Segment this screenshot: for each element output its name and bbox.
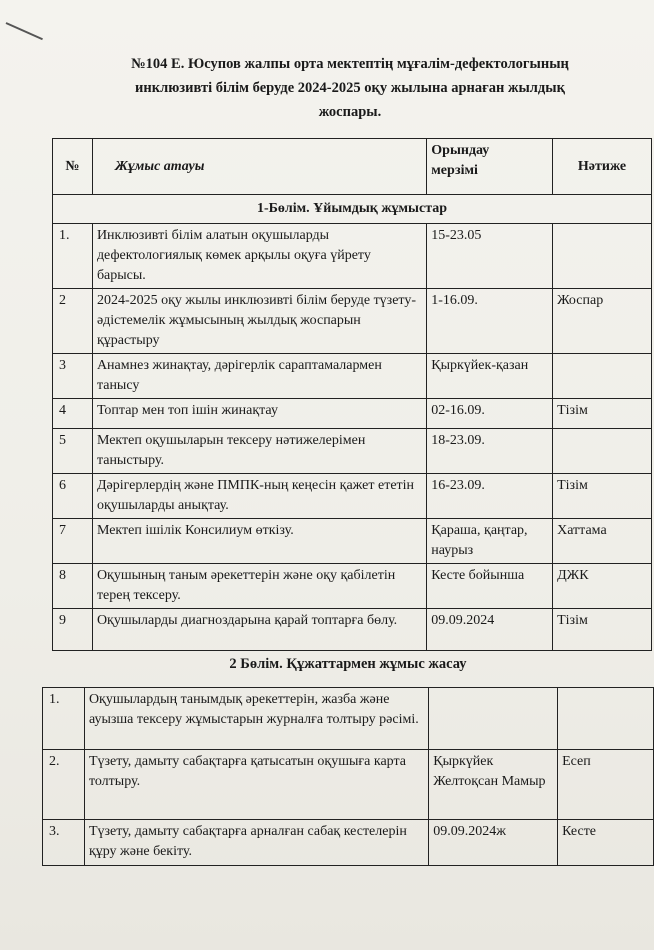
plan-table-section-1 <box>52 138 652 651</box>
table-row <box>53 429 652 474</box>
table-row <box>43 820 654 866</box>
row-num: 2. <box>43 750 85 820</box>
table-row <box>53 519 652 564</box>
table-header-row <box>53 139 652 195</box>
row-date: Қараша, қаңтар, наурыз <box>427 519 553 564</box>
row-num: 1. <box>53 224 93 289</box>
row-date: Кесте бойынша <box>427 564 553 609</box>
row-result <box>553 224 652 289</box>
row-work: Оқушыларды диагноздарына қарай топтарға бөлу. <box>92 609 426 651</box>
row-date: Қыркүйек Желтоқсан Мамыр <box>429 750 558 820</box>
row-date: 1-16.09. <box>427 289 553 354</box>
row-result: Хаттама <box>553 519 652 564</box>
row-num: 3 <box>53 354 93 399</box>
document-title <box>90 52 610 124</box>
title-line-1: №104 Е. Юсупов жалпы орта мектептің мұғалім-дефектологының <box>131 56 569 72</box>
section-1-title-row <box>53 195 652 224</box>
row-num: 7 <box>53 519 93 564</box>
row-result: ДЖК <box>553 564 652 609</box>
row-work: Инклюзивті білім алатын оқушыларды дефектологиялық көмек арқылы оқуға үйрету барысы. <box>92 224 426 289</box>
row-date <box>429 688 558 750</box>
row-num: 5 <box>53 429 93 474</box>
row-date: 09.09.2024 <box>427 609 553 651</box>
row-num: 9 <box>53 609 93 651</box>
table-row <box>53 474 652 519</box>
row-work: Оқушының таным әрекеттерін және оқу қабілетін терең тексеру. <box>92 564 426 609</box>
plan-table-section-2 <box>42 687 654 866</box>
section-2-title: 2 Бөлім. Құжаттармен жұмыс жасау <box>229 656 467 672</box>
row-num: 3. <box>43 820 85 866</box>
row-result: Тізім <box>553 609 652 651</box>
table-row <box>43 750 654 820</box>
table-row <box>53 399 652 429</box>
header-result: Нәтиже <box>553 139 652 195</box>
table-row <box>53 354 652 399</box>
table-row <box>43 688 654 750</box>
row-date: 16-23.09. <box>427 474 553 519</box>
row-result: Есеп <box>558 750 654 820</box>
table-row <box>53 609 652 651</box>
row-work: Түзету, дамыту сабақтарға қатысатын оқушыға карта толтыру. <box>84 750 428 820</box>
header-date <box>427 139 553 195</box>
header-num: № <box>53 139 93 195</box>
table-row <box>53 224 652 289</box>
section-1-title: 1-Бөлім. Ұйымдық жұмыстар <box>53 195 652 224</box>
row-date: 09.09.2024ж <box>429 820 558 866</box>
title-line-3: жоспары. <box>318 104 382 120</box>
row-result <box>553 354 652 399</box>
row-work: Мектеп оқушыларын тексеру нәтижелерімен таныстыру. <box>92 429 426 474</box>
row-work: 2024-2025 оқу жылы инклюзивті білім беруде түзету-әдістемелік жұмысының жылдық жоспарын құрастыру <box>92 289 426 354</box>
row-result: Кесте <box>558 820 654 866</box>
row-work: Топтар мен топ ішін жинақтау <box>92 399 426 429</box>
row-result: Тізім <box>553 474 652 519</box>
row-result <box>558 688 654 750</box>
row-num: 1. <box>43 688 85 750</box>
row-work: Дәрігерлердің және ПМПК-ның кеңесін қажет ететін оқушыларды анықтау. <box>92 474 426 519</box>
row-num: 2 <box>53 289 93 354</box>
header-work: Жұмыс атауы <box>92 139 426 195</box>
row-result: Тізім <box>553 399 652 429</box>
row-work: Оқушылардың танымдық әрекеттерін, жазба және ауызша тексеру жұмыстарын журналға толтыру рәсімі. <box>84 688 428 750</box>
header-date-line-1: Орындау <box>431 143 490 158</box>
table-row <box>53 564 652 609</box>
row-date: 02-16.09. <box>427 399 553 429</box>
pen-mark <box>6 22 43 40</box>
row-date: Қыркүйек-қазан <box>427 354 553 399</box>
title-line-2: инклюзивті білім беруде 2024-2025 оқу жылына арнаған жылдық <box>135 80 565 96</box>
row-result <box>553 429 652 474</box>
table-row <box>53 289 652 354</box>
row-date: 15-23.05 <box>427 224 553 289</box>
row-num: 4 <box>53 399 93 429</box>
row-work: Түзету, дамыту сабақтарға арналған сабақ кестелерін құру және бекіту. <box>84 820 428 866</box>
row-num: 8 <box>53 564 93 609</box>
header-date-line-2: мерзімі <box>431 163 478 178</box>
row-result: Жоспар <box>553 289 652 354</box>
row-date: 18-23.09. <box>427 429 553 474</box>
row-work: Мектеп ішілік Консилиум өткізу. <box>92 519 426 564</box>
row-num: 6 <box>53 474 93 519</box>
row-work: Анамнез жинақтау, дәрігерлік сараптамалармен танысу <box>92 354 426 399</box>
